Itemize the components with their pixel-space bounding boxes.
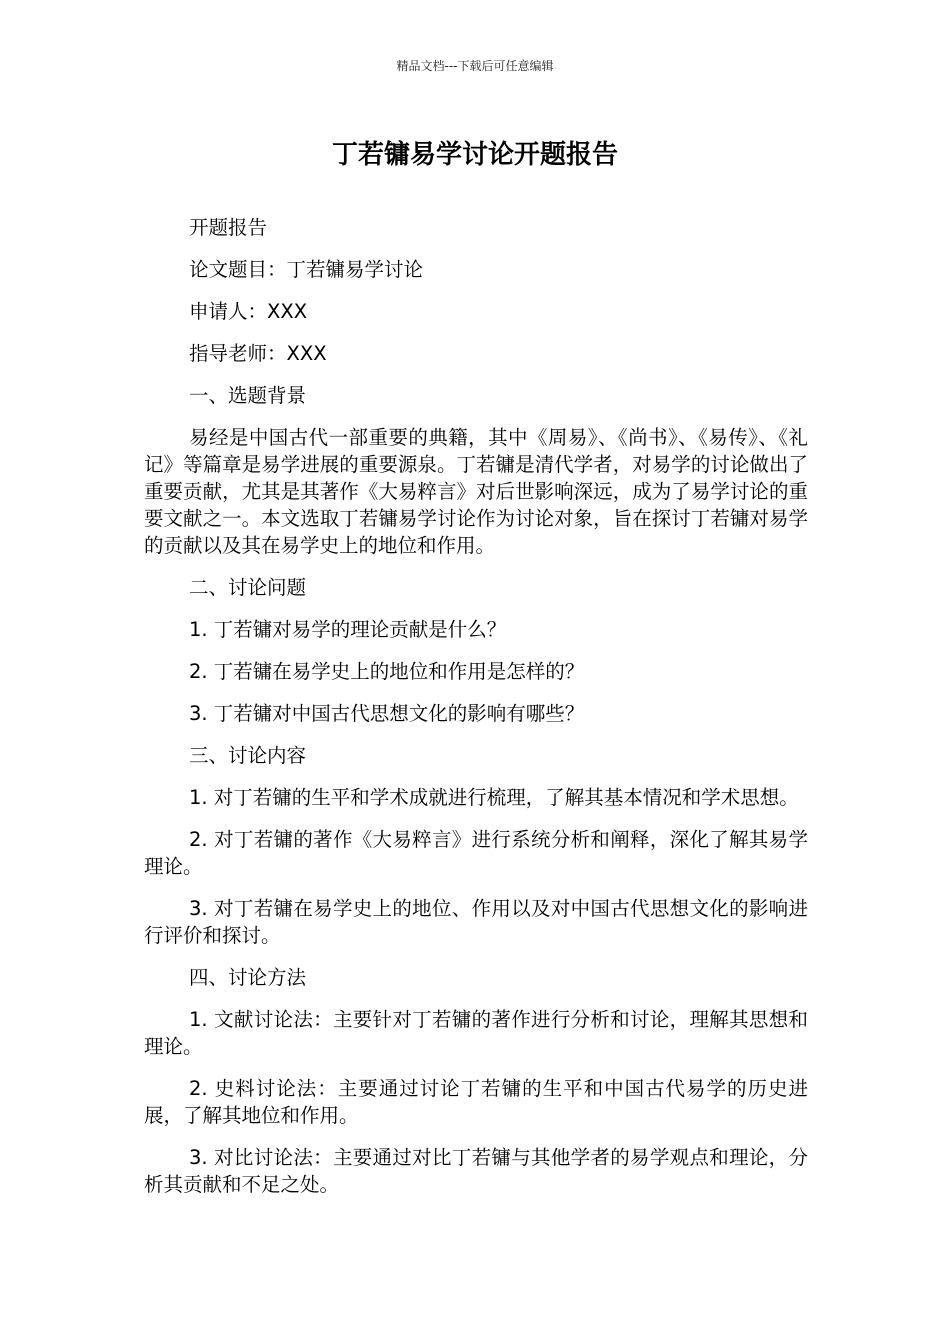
section-heading-questions: 二、讨论问题	[189, 576, 307, 599]
document-title: 丁若镛易学讨论开题报告	[331, 140, 618, 170]
content-item-3: 3. 对丁若镛在易学史上的地位、作用以及对中国古代思想文化的影响进行评价和探讨。	[144, 897, 808, 947]
method-item-2: 2. 史料讨论法：主要通过讨论丁若镛的生平和中国古代易学的历史进展，了解其地位和作用。	[144, 1077, 808, 1127]
question-item-3: 3. 丁若镛对中国古代思想文化的影响有哪些？	[189, 702, 585, 725]
content-item-2: 2. 对丁若镛的著作《大易粹言》进行系统分析和阐释，深化了解其易学理论。	[144, 828, 808, 878]
header-note: 精品文档---下载后可任意编辑	[396, 59, 554, 73]
section-heading-methods: 四、讨论方法	[189, 966, 307, 989]
question-item-1: 1. 丁若镛对易学的理论贡献是什么？	[189, 618, 507, 641]
paragraph-advisor: 指导老师：XXX	[189, 342, 327, 365]
content-item-1: 1. 对丁若镛的生平和学术成就进行梳理，了解其基本情况和学术思想。	[189, 786, 799, 809]
section-heading-background: 一、选题背景	[189, 384, 307, 407]
document-body	[144, 214, 808, 1213]
method-item-1: 1. 文献讨论法：主要针对丁若镛的著作进行分析和讨论，理解其思想和理论。	[144, 1008, 808, 1058]
section-heading-content: 三、讨论内容	[189, 744, 307, 767]
question-item-2: 2. 丁若镛在易学史上的地位和作用是怎样的？	[189, 660, 585, 683]
paragraph-report-label: 开题报告	[189, 216, 268, 239]
method-item-3: 3. 对比讨论法：主要通过对比丁若镛与其他学者的易学观点和理论，分析其贡献和不足之处。	[144, 1146, 808, 1196]
paragraph-background-text: 易经是中国古代一部重要的典籍，其中《周易》、《尚书》、《易传》、《礼记》等篇章是易学进展的重要源泉。丁若镛是清代学者，对易学的讨论做出了重要贡献，尤其是其著作《大易粹言》对后世影响深远，成为了易学讨论的重要文献之一。本文选取丁若镛易学讨论作为讨论对象，旨在探讨丁若镛对易学的贡献以及其在易学史上的地位和作用。	[144, 426, 808, 557]
paragraph-thesis-title: 论文题目：丁若镛易学讨论	[189, 258, 424, 281]
paragraph-applicant: 申请人：XXX	[189, 300, 308, 323]
